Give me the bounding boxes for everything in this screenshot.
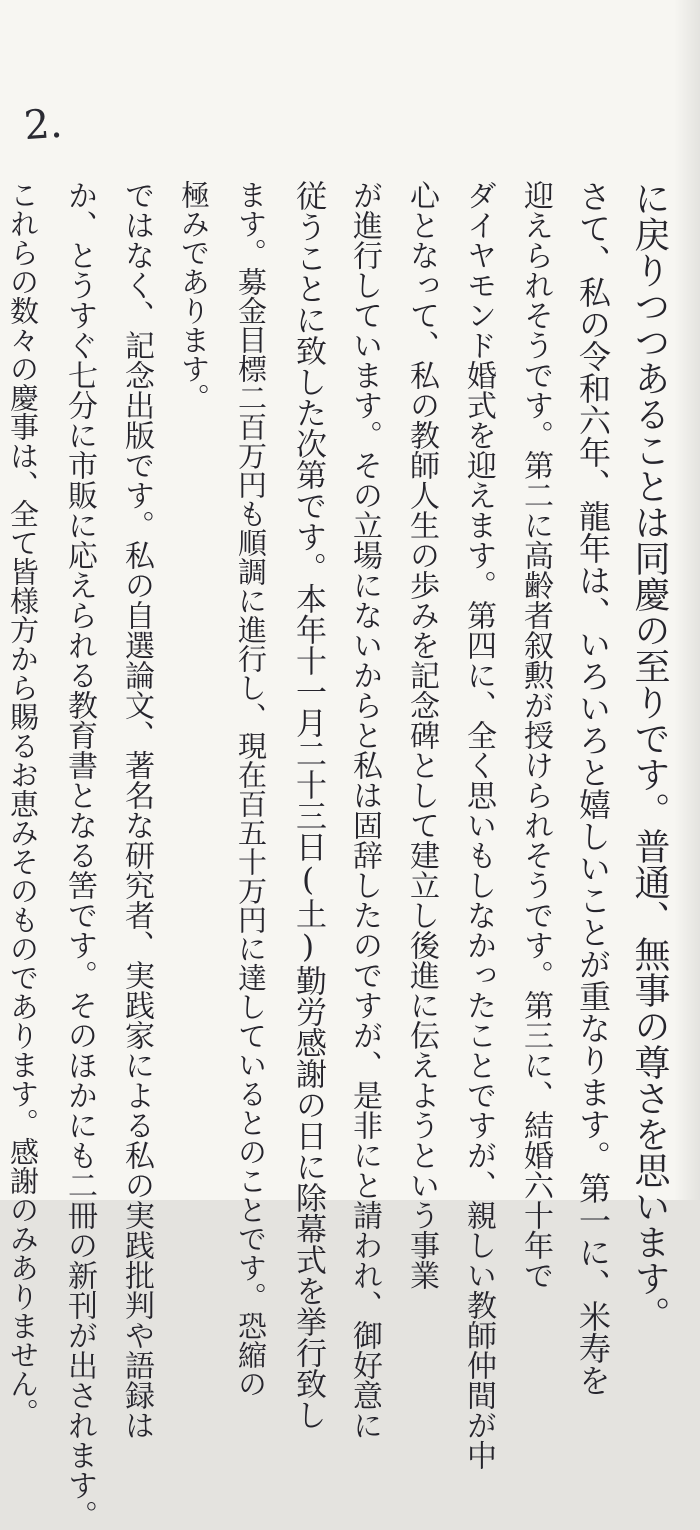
letter-line: が進行しています。その立場にないからと私は固辞したのですが、是非にと請われ、御好意に: [347, 180, 382, 1440]
letter-line: 極みであります。: [177, 180, 211, 412]
letter-line: これらの数々の慶事は、全て皆様方から賜るお恵みそのものであります。感謝のみありません。: [6, 180, 40, 1427]
letter-line: さて、私の令和六年、龍年は、いろいろと嬉しいことが重なります。第一に、米寿を: [574, 180, 612, 1396]
letter-line: か、とうすぐ七分に市販に応えられる教育書となる筈です。そのほかにも二冊の新刊が出されます。: [62, 180, 97, 1530]
letter-line: 従うことに致した次第です。本年十一月二十三日(土)勤労感謝の日に除幕式を挙行致し: [290, 180, 326, 1430]
letter-line: 心となって、私の教師人生の歩みを記念碑として建立し後進に伝えようという事業: [404, 180, 439, 1290]
letter-line: に戻りつつあることは同慶の至りです。普通、無事の尊さを思います。: [629, 180, 670, 1332]
handwritten-letter-body: [6, 180, 678, 1530]
letter-line: ではなく、記念出版です。私の自選論文、著名な研究者、実践家による私の実践批判や語録は: [119, 180, 154, 1440]
page-number: 2.: [22, 100, 64, 150]
letter-line: ダイヤモンド婚式を迎えます。第四に、全く思いもしなかったことですが、親しい教師仲間が中: [461, 180, 496, 1470]
letter-line: ます。募金目標二百万円も順調に進行し、現在百五十万円に達しているとのことです。恐縮の: [234, 180, 268, 1398]
letter-line: 迎えられそうです。第二に高齢者叙勲が授けられそうです。第三に、結婚六十年で: [518, 180, 553, 1290]
